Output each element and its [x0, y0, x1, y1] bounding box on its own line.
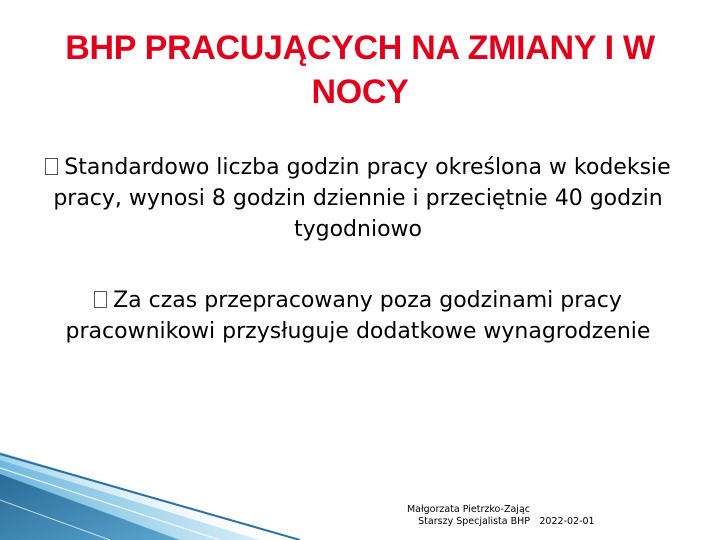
bullet-item: [28, 152, 688, 245]
bullet-item: [28, 285, 688, 347]
corner-decoration: [0, 440, 300, 540]
footer-author: [380, 504, 530, 528]
bullet-text: Za czas przepracowany poza godzinami pracy pracownikowi przysługuje dodatkowe wynagrodzenie: [65, 288, 651, 344]
footer-date: 2022-02-01: [539, 516, 595, 527]
bullet-text: Standardowo liczba godzin pracy określona w kodeksie pracy, wynosi 8 godzin dziennie i przeciętnie 40 godzin tygodniowo: [53, 155, 671, 242]
square-bullet-icon: [94, 291, 107, 308]
slide-title: BHP PRACUJĄCYCH NA ZMIANY I W NOCY: [65, 29, 655, 111]
square-bullet-icon: [45, 158, 58, 175]
bullet-list: [28, 152, 688, 387]
author-role: Starszy Specjalista BHP: [418, 516, 530, 527]
author-name: Małgorzata Pietrzko-Zając: [406, 504, 530, 515]
